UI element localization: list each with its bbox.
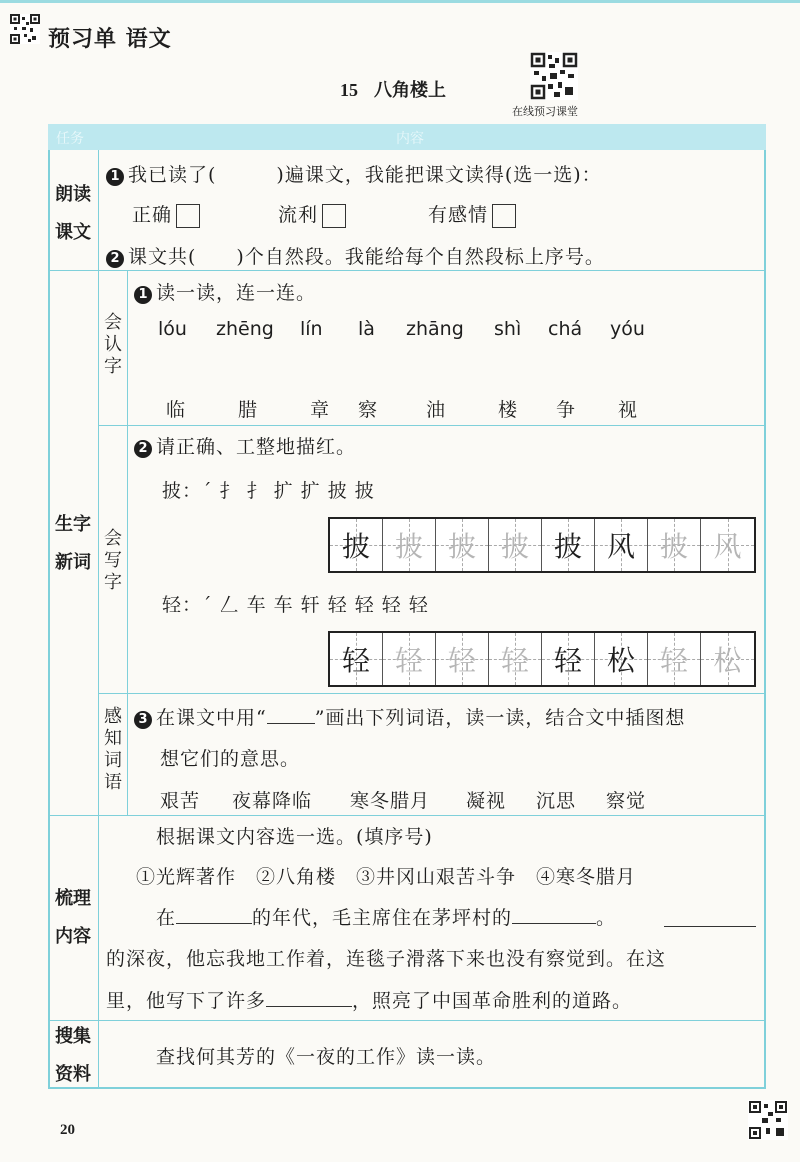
- task-reading: [48, 180, 98, 248]
- summary-line3-b: ，照亮了中国革命胜利的道路。: [352, 990, 633, 1012]
- sub-char: 写: [104, 550, 122, 571]
- task-summary-line2: 内容: [55, 926, 91, 947]
- row-divider-3: [98, 693, 766, 694]
- number-2-badge: 2: [134, 440, 152, 458]
- subtask-words: [100, 706, 126, 794]
- subtask-column-divider: [127, 270, 128, 815]
- tracing-char: 风: [713, 530, 742, 563]
- task-characters-line1: 生字: [55, 514, 91, 535]
- pinyin-2[interactable]: zhēng: [216, 318, 274, 340]
- pinyin-7[interactable]: chá: [548, 318, 583, 340]
- summary-line3-a: 里，他写下了许多: [106, 990, 267, 1012]
- hanzi-7[interactable]: 争: [556, 399, 576, 421]
- tracing-char: 披: [553, 530, 582, 563]
- lesson-number: 15: [340, 80, 358, 100]
- top-left-qr-code: [10, 14, 40, 44]
- subtask-recognize: [100, 312, 126, 378]
- fill-blank-2[interactable]: [512, 923, 596, 924]
- number-2-badge: 2: [106, 250, 124, 268]
- lesson-title: [340, 76, 446, 102]
- summary-instruction: 根据课文内容选一选。(填序号): [156, 826, 433, 848]
- tracing-cell[interactable]: [648, 633, 701, 685]
- pinyin-3[interactable]: lín: [300, 318, 323, 340]
- summary-line1-b: 的年代，毛主席住在茅坪村的: [252, 907, 513, 929]
- tracing-cell[interactable]: [489, 633, 542, 685]
- reading-option-expressive[interactable]: [428, 200, 516, 228]
- tracing-cell[interactable]: [595, 633, 648, 685]
- tracing-char: 轻: [659, 644, 688, 677]
- task-column-divider: [98, 150, 99, 1088]
- page-number: 20: [60, 1122, 75, 1138]
- summary-line-2: 的深夜，他忘我地工作着，连毯子滑落下来也没有察觉到。在这: [106, 948, 667, 970]
- tracing-cell[interactable]: [383, 519, 436, 571]
- hanzi-6[interactable]: 楼: [498, 399, 518, 421]
- number-1-badge: 1: [106, 168, 124, 186]
- words-instruction: [134, 703, 685, 730]
- tracing-char: 松: [606, 644, 635, 677]
- row-divider-4: [48, 815, 766, 816]
- reading-option-fluent[interactable]: [278, 200, 346, 228]
- reading-q2-text: 课文共( )个自然段。我能给每个自然段标上序号。: [128, 246, 605, 268]
- tracing-cell[interactable]: [542, 633, 595, 685]
- lesson-name: 八角楼上: [374, 80, 446, 101]
- pinyin-8[interactable]: yóu: [610, 318, 645, 340]
- tracing-char: 披: [341, 530, 370, 563]
- reading-question-2: [106, 242, 605, 269]
- task-summary-line1: 梳理: [55, 888, 91, 909]
- sub-char: 会: [104, 528, 122, 549]
- write-instruction: [134, 432, 356, 459]
- word-5: 沉思: [536, 790, 577, 812]
- recognize-instruction: [134, 278, 316, 305]
- task-resources: [48, 1022, 98, 1090]
- fill-blank-3[interactable]: [664, 926, 756, 927]
- tracing-char: 轻: [394, 644, 423, 677]
- task-reading-line2: 课文: [55, 222, 91, 243]
- sub-char: 知: [104, 728, 122, 749]
- checkbox[interactable]: [492, 204, 516, 228]
- row-divider-2: [98, 425, 766, 426]
- pinyin-6[interactable]: shì: [494, 318, 522, 340]
- qr-caption: 在线预习课堂: [512, 105, 578, 118]
- task-characters: [48, 510, 98, 578]
- words-instruction-cont: 想它们的意思。: [160, 748, 301, 770]
- tracing-char: 轻: [447, 644, 476, 677]
- row-divider-5: [48, 1020, 766, 1021]
- recognize-instruction-text: 读一读，连一连。: [156, 282, 317, 304]
- subtask-write: [100, 528, 126, 594]
- row-divider-1: [48, 270, 766, 271]
- tracing-char: 轻: [341, 644, 370, 677]
- tracing-cell[interactable]: [701, 633, 754, 685]
- tracing-cell[interactable]: [648, 519, 701, 571]
- sub-char: 感: [104, 706, 122, 727]
- resources-text: 查找何其芳的《一夜的工作》读一读。: [156, 1046, 497, 1068]
- summary-options: ①光辉著作 ②八角楼 ③井冈山艰苦斗争 ④寒冬腊月: [136, 866, 637, 888]
- hanzi-5[interactable]: 油: [426, 399, 446, 421]
- option-label: 正确: [132, 204, 173, 226]
- words-instruction-b: ”画出下列词语，读一读，结合文中插图想: [314, 707, 686, 729]
- fill-blank-4[interactable]: [266, 1006, 352, 1007]
- pinyin-1[interactable]: lóu: [158, 318, 187, 340]
- hanzi-1[interactable]: 临: [166, 399, 186, 421]
- number-3-badge: 3: [134, 711, 152, 729]
- tracing-cell[interactable]: [330, 633, 383, 685]
- sub-char: 认: [104, 334, 122, 355]
- tracing-char: 轻: [500, 644, 529, 677]
- tracing-char: 披: [659, 530, 688, 563]
- lesson-qr-code[interactable]: [530, 52, 578, 100]
- header-title: 预习单 语文: [48, 27, 172, 52]
- tracing-grid-1: [328, 517, 756, 573]
- reading-question-1: [106, 160, 602, 187]
- task-reading-line1: 朗读: [55, 184, 91, 205]
- word-2: 夜幕降临: [232, 790, 313, 812]
- header-task: 任务: [56, 131, 84, 147]
- checkbox[interactable]: [176, 204, 200, 228]
- word-4: 凝视: [466, 790, 507, 812]
- tracing-char: 轻: [553, 644, 582, 677]
- tracing-cell[interactable]: [436, 633, 489, 685]
- tracing-char: 风: [606, 530, 635, 563]
- tracing-cell[interactable]: [542, 519, 595, 571]
- summary-line-3: [106, 986, 632, 1013]
- summary-line1-a: 在: [156, 907, 177, 929]
- tracing-cell[interactable]: [489, 519, 542, 571]
- number-1-badge: 1: [134, 286, 152, 304]
- tracing-char: 披: [394, 530, 423, 563]
- tracing-cell[interactable]: [701, 519, 754, 571]
- summary-line-1: [156, 903, 616, 930]
- tracing-cell[interactable]: [595, 519, 648, 571]
- write-instruction-text: 请正确、工整地描红。: [156, 436, 357, 458]
- hanzi-4[interactable]: 察: [358, 399, 378, 421]
- header-content: 内容: [396, 131, 424, 147]
- words-instruction-a: 在课文中用“: [156, 707, 267, 729]
- fill-blank-1[interactable]: [176, 923, 252, 924]
- sub-char: 字: [104, 356, 122, 377]
- hanzi-2[interactable]: 腊: [238, 399, 258, 421]
- word-3: 寒冬腊月: [350, 790, 431, 812]
- sub-char: 词: [104, 750, 122, 771]
- checkbox[interactable]: [322, 204, 346, 228]
- reading-option-correct[interactable]: [132, 200, 200, 228]
- pinyin-4[interactable]: là: [358, 318, 375, 340]
- word-1: 艰苦: [160, 790, 201, 812]
- tracing-char: 松: [713, 644, 742, 677]
- word-6: 察觉: [606, 790, 647, 812]
- tracing-char: 披: [500, 530, 529, 563]
- reading-q1-text: 我已读了( )遍课文，我能把课文读得(选一选)：: [128, 164, 602, 186]
- option-label: 有感情: [428, 204, 489, 226]
- hanzi-8[interactable]: 视: [618, 399, 638, 421]
- tracing-char: 披: [447, 530, 476, 563]
- pinyin-5[interactable]: zhāng: [406, 318, 464, 340]
- hanzi-3[interactable]: 章: [310, 399, 330, 421]
- stroke-order-1: 披：ˊ 扌 扌 扩 扩 披 披: [162, 480, 375, 502]
- task-resources-line2: 资料: [55, 1064, 91, 1085]
- sub-char: 会: [104, 312, 122, 333]
- bottom-right-qr-code: [748, 1100, 788, 1140]
- header-rule: [0, 0, 800, 3]
- summary-line1-c: 。: [596, 907, 617, 929]
- sub-char: 语: [104, 772, 122, 793]
- stroke-order-2: 轻：ˊ 𠃋 车 车 轩 轻 轻 轻 轻: [162, 594, 429, 616]
- task-characters-line2: 新词: [55, 552, 91, 573]
- underline-sample: [267, 723, 315, 724]
- sub-char: 字: [104, 572, 122, 593]
- option-label: 流利: [278, 204, 319, 226]
- tracing-grid-2: [328, 631, 756, 687]
- tracing-cell[interactable]: [330, 519, 383, 571]
- task-resources-line1: 搜集: [55, 1026, 91, 1047]
- tracing-cell[interactable]: [436, 519, 489, 571]
- tracing-cell[interactable]: [383, 633, 436, 685]
- task-summary: [48, 884, 98, 952]
